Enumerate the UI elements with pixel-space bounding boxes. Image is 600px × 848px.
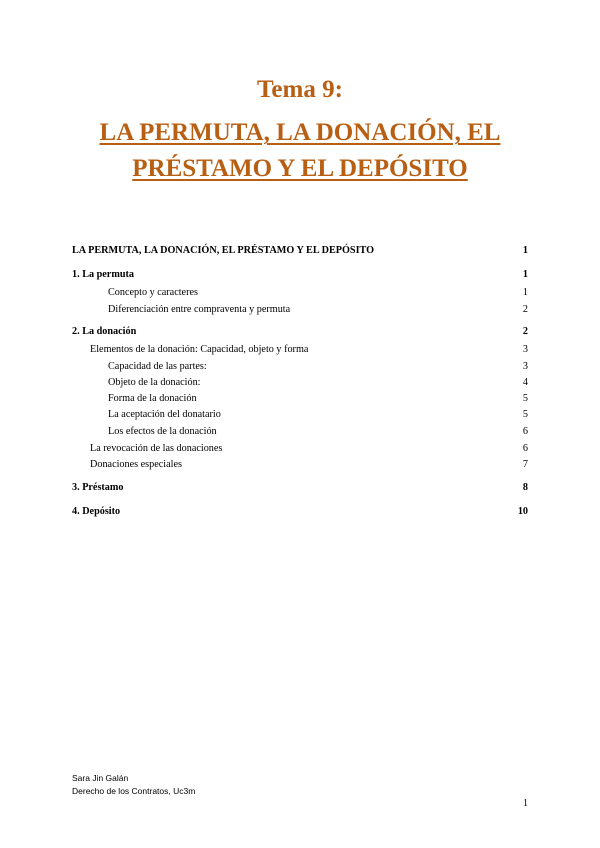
toc-entry-page: 3 xyxy=(522,361,528,372)
toc-entry[interactable] xyxy=(72,303,528,317)
toc-entry-page: 1 xyxy=(522,287,528,298)
toc-entry-label: Objeto de la donación: xyxy=(108,377,201,388)
toc-entry-label: La aceptación del donatario xyxy=(108,409,221,420)
toc-entry-label: Forma de la donación xyxy=(108,393,197,404)
toc-entry[interactable] xyxy=(72,343,528,357)
toc-entry-page: 5 xyxy=(522,409,528,420)
toc-entry-label: Elementos de la donación: Capacidad, objeto y forma xyxy=(90,344,309,355)
toc-entry[interactable] xyxy=(72,408,528,422)
toc-entry-page: 10 xyxy=(517,506,528,517)
toc-entry-page: 7 xyxy=(522,459,528,470)
toc-entry-label: LA PERMUTA, LA DONACIÓN, EL PRÉSTAMO Y EL DEPÓSITO xyxy=(72,245,375,256)
chapter-title-line-2: PRÉSTAMO Y EL DEPÓSITO xyxy=(132,155,468,182)
toc-entry-label: La revocación de las donaciones xyxy=(90,443,223,454)
page-footer xyxy=(72,772,195,798)
toc-entry-label: 2. La donación xyxy=(72,326,137,337)
toc-entry[interactable] xyxy=(72,425,528,439)
toc-entry-page: 2 xyxy=(522,326,528,337)
footer-course: Derecho de los Contratos, Uc3m xyxy=(72,786,196,796)
footer-author: Sara Jin Galán xyxy=(72,773,129,783)
toc-entry[interactable] xyxy=(72,286,528,300)
toc-entry[interactable] xyxy=(72,458,528,472)
toc-entry[interactable] xyxy=(72,481,528,495)
toc-entry-label: 3. Préstamo xyxy=(72,482,124,493)
toc-entry-label: Los efectos de la donación xyxy=(108,426,217,437)
toc-entry-page: 8 xyxy=(522,482,528,493)
page-number: 1 xyxy=(523,798,528,809)
toc-entry-page: 5 xyxy=(522,393,528,404)
toc-entry-label: Capacidad de las partes: xyxy=(108,361,207,372)
document-title xyxy=(0,74,600,187)
toc-entry-page: 6 xyxy=(522,443,528,454)
chapter-title xyxy=(0,115,600,187)
toc-entry-page: 1 xyxy=(522,245,528,256)
chapter-title-line-1: LA PERMUTA, LA DONACIÓN, EL xyxy=(99,119,501,146)
toc-entry[interactable] xyxy=(72,360,528,374)
chapter-number: Tema 9: xyxy=(257,76,343,103)
toc-entry-label: 1. La permuta xyxy=(72,269,134,280)
toc-entry-label: Concepto y caracteres xyxy=(108,287,198,298)
toc-entry[interactable] xyxy=(72,442,528,456)
toc-entry-page: 4 xyxy=(522,377,528,388)
toc-entry[interactable] xyxy=(72,244,528,258)
toc-entry[interactable] xyxy=(72,268,528,282)
toc-entry-page: 6 xyxy=(522,426,528,437)
toc-entry-page: 1 xyxy=(522,269,528,280)
toc-entry-page: 3 xyxy=(522,344,528,355)
toc-entry[interactable] xyxy=(72,505,528,519)
toc-entry[interactable] xyxy=(72,392,528,406)
toc-entry-label: 4. Depósito xyxy=(72,506,121,517)
toc-entry-page: 2 xyxy=(522,304,528,315)
toc-entry-label: Diferenciación entre compraventa y permuta xyxy=(108,304,291,315)
toc-entry[interactable] xyxy=(72,376,528,390)
toc-entry-label: Donaciones especiales xyxy=(90,459,182,470)
toc-entry[interactable] xyxy=(72,325,528,339)
